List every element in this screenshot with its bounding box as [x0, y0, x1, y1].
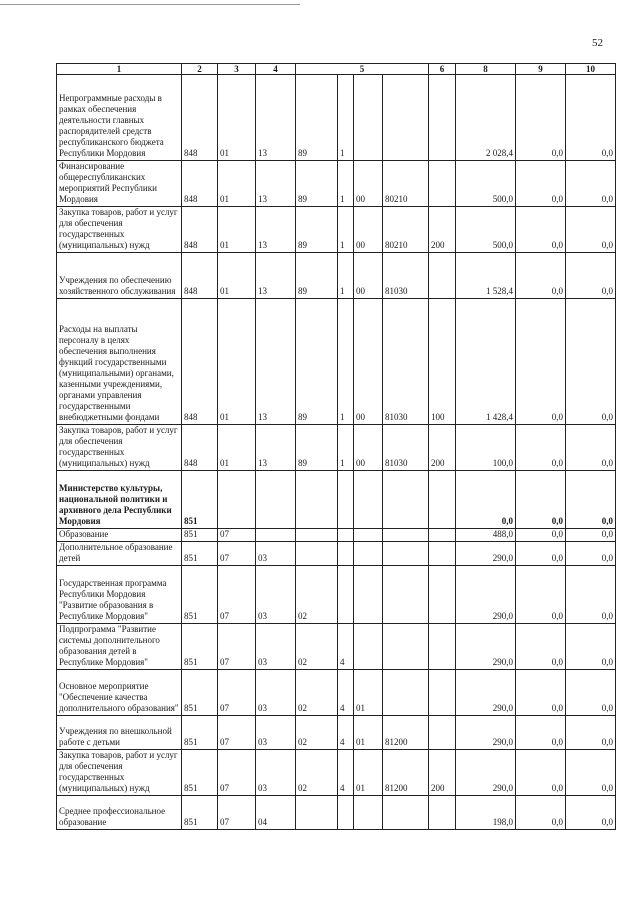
row-amount-col-10: 0,0: [566, 75, 616, 161]
row-amount-col-8: 0,0: [456, 471, 516, 529]
row-amount-col-8: 290,0: [456, 716, 516, 750]
row-amount-col-10: 0,0: [566, 425, 616, 471]
row-amount-col-8: 1 428,4: [456, 299, 516, 425]
row-code-subsection: 13: [256, 253, 296, 299]
row-code-ministry: 848: [182, 75, 218, 161]
row-code-direction: [383, 670, 429, 716]
row-code-section: 01: [218, 299, 256, 425]
row-amount-col-8: 290,0: [456, 750, 516, 796]
table-row: [57, 542, 616, 566]
row-name-cell: Основное мероприятие "Обеспечение качества дополнительного образования": [57, 670, 182, 716]
row-name-cell: Государственная программа Республики Мордовия "Развитие образования в Республике Мордовия": [57, 566, 182, 624]
row-amount-col-9: 0,0: [516, 796, 566, 830]
table-row: [57, 207, 616, 253]
row-code-ministry: 851: [182, 750, 218, 796]
row-code-expense-type: [429, 566, 456, 624]
row-code-direction: 81030: [383, 299, 429, 425]
row-code-section: [218, 471, 256, 529]
table-row: [57, 75, 616, 161]
row-code-event: [354, 566, 383, 624]
table-row: [57, 670, 616, 716]
row-code-subprogram: [338, 566, 354, 624]
header-col-4: 4: [256, 64, 296, 75]
row-code-section: 07: [218, 542, 256, 566]
row-code-program: 89: [296, 425, 338, 471]
row-amount-col-9: 0,0: [516, 716, 566, 750]
row-code-direction: [383, 529, 429, 542]
row-name-cell: Учреждения по внешкольной работе с детьми: [57, 716, 182, 750]
row-code-event: 00: [354, 207, 383, 253]
row-code-section: 07: [218, 566, 256, 624]
row-name-cell: Дополнительное образование детей: [57, 542, 182, 566]
row-code-direction: [383, 542, 429, 566]
page-number: 52: [592, 37, 603, 49]
row-code-subprogram: [338, 796, 354, 830]
row-amount-col-9: 0,0: [516, 471, 566, 529]
row-code-subsection: 13: [256, 75, 296, 161]
header-col-8: 8: [456, 64, 516, 75]
row-code-subprogram: 4: [338, 716, 354, 750]
row-code-event: 01: [354, 716, 383, 750]
budget-table: [56, 63, 616, 830]
table-row: [57, 796, 616, 830]
row-code-expense-type: 100: [429, 299, 456, 425]
header-col-9: 9: [516, 64, 566, 75]
header-col-6: 6: [429, 64, 456, 75]
row-amount-col-8: 290,0: [456, 566, 516, 624]
row-amount-col-8: 500,0: [456, 207, 516, 253]
row-code-ministry: 848: [182, 161, 218, 207]
row-code-subsection: 13: [256, 207, 296, 253]
row-code-program: [296, 529, 338, 542]
row-code-subprogram: 4: [338, 670, 354, 716]
row-code-ministry: 851: [182, 471, 218, 529]
row-code-expense-type: [429, 471, 456, 529]
table-row: [57, 253, 616, 299]
row-amount-col-10: 0,0: [566, 207, 616, 253]
row-code-event: [354, 529, 383, 542]
row-code-subsection: 13: [256, 299, 296, 425]
table-row: [57, 299, 616, 425]
table-body: [57, 75, 616, 830]
row-name-cell: Закупка товаров, работ и услуг для обеспечения государственных (муниципальных) нужд: [57, 425, 182, 471]
table-row: [57, 161, 616, 207]
row-code-event: 01: [354, 750, 383, 796]
row-code-subprogram: 1: [338, 207, 354, 253]
table-row: [57, 716, 616, 750]
row-name-cell: Закупка товаров, работ и услуг для обеспечения государственных (муниципальных) нужд: [57, 750, 182, 796]
row-amount-col-10: 0,0: [566, 471, 616, 529]
row-amount-col-8: 100,0: [456, 425, 516, 471]
row-code-expense-type: [429, 716, 456, 750]
row-code-subsection: 04: [256, 796, 296, 830]
row-code-subsection: 03: [256, 624, 296, 670]
row-code-expense-type: [429, 624, 456, 670]
row-code-subsection: 03: [256, 750, 296, 796]
row-code-section: 01: [218, 425, 256, 471]
row-code-section: 07: [218, 716, 256, 750]
row-code-program: 02: [296, 670, 338, 716]
row-code-section: 07: [218, 624, 256, 670]
row-name-cell: Закупка товаров, работ и услуг для обеспечения государственных (муниципальных) нужд: [57, 207, 182, 253]
row-name-cell: Образование: [57, 529, 182, 542]
row-code-direction: 81200: [383, 716, 429, 750]
row-code-direction: [383, 471, 429, 529]
row-code-subprogram: [338, 529, 354, 542]
row-code-direction: 81030: [383, 253, 429, 299]
row-code-subsection: [256, 471, 296, 529]
row-amount-col-8: 500,0: [456, 161, 516, 207]
row-amount-col-9: 0,0: [516, 670, 566, 716]
row-code-subprogram: 4: [338, 624, 354, 670]
row-amount-col-10: 0,0: [566, 542, 616, 566]
row-code-program: 89: [296, 207, 338, 253]
row-code-subsection: [256, 529, 296, 542]
row-amount-col-9: 0,0: [516, 750, 566, 796]
row-amount-col-9: 0,0: [516, 253, 566, 299]
row-code-program: 89: [296, 75, 338, 161]
row-code-expense-type: [429, 75, 456, 161]
row-code-section: 07: [218, 529, 256, 542]
row-code-subprogram: 1: [338, 299, 354, 425]
row-code-expense-type: [429, 161, 456, 207]
row-code-ministry: 851: [182, 716, 218, 750]
row-code-expense-type: 200: [429, 750, 456, 796]
row-amount-col-10: 0,0: [566, 750, 616, 796]
row-code-program: 89: [296, 161, 338, 207]
table-row: [57, 624, 616, 670]
table-row: [57, 529, 616, 542]
row-name-cell: Финансирование общереспубликанских мероприятий Республики Мордовия: [57, 161, 182, 207]
row-code-section: 01: [218, 253, 256, 299]
row-amount-col-10: 0,0: [566, 161, 616, 207]
header-col-2: 2: [182, 64, 218, 75]
row-code-ministry: 851: [182, 529, 218, 542]
row-amount-col-9: 0,0: [516, 75, 566, 161]
row-code-ministry: 848: [182, 207, 218, 253]
table-row: [57, 471, 616, 529]
row-code-subsection: 03: [256, 542, 296, 566]
row-code-ministry: 851: [182, 670, 218, 716]
row-name-cell: Министерство культуры, национальной политики и архивного дела Республики Мордовия: [57, 471, 182, 529]
row-amount-col-9: 0,0: [516, 207, 566, 253]
row-code-section: 01: [218, 75, 256, 161]
row-code-subsection: 13: [256, 161, 296, 207]
row-amount-col-8: 290,0: [456, 624, 516, 670]
row-code-direction: 80210: [383, 207, 429, 253]
row-code-event: 00: [354, 161, 383, 207]
row-amount-col-10: 0,0: [566, 624, 616, 670]
row-amount-col-8: 290,0: [456, 670, 516, 716]
row-code-subprogram: 1: [338, 75, 354, 161]
row-code-direction: [383, 624, 429, 670]
row-amount-col-10: 0,0: [566, 566, 616, 624]
row-code-event: [354, 624, 383, 670]
row-code-program: 89: [296, 253, 338, 299]
row-code-event: [354, 796, 383, 830]
header-row: [57, 64, 616, 75]
row-code-direction: [383, 75, 429, 161]
row-name-cell: Учреждения по обеспечению хозяйственного обслуживания: [57, 253, 182, 299]
row-amount-col-8: 290,0: [456, 542, 516, 566]
row-amount-col-9: 0,0: [516, 425, 566, 471]
row-code-subprogram: 4: [338, 750, 354, 796]
row-code-subsection: 03: [256, 716, 296, 750]
row-code-program: 02: [296, 750, 338, 796]
row-code-section: 01: [218, 207, 256, 253]
row-code-event: 00: [354, 299, 383, 425]
row-amount-col-9: 0,0: [516, 529, 566, 542]
row-code-expense-type: [429, 253, 456, 299]
row-code-subprogram: [338, 542, 354, 566]
row-code-direction: 81030: [383, 425, 429, 471]
row-name-cell: Расходы на выплаты персоналу в целях обеспечения выполнения функций государственными (муниципальными) органами, казенными учреждениями, органами управления государственными внебюджетными фондами: [57, 299, 182, 425]
row-code-ministry: 851: [182, 796, 218, 830]
row-amount-col-9: 0,0: [516, 542, 566, 566]
row-amount-col-8: 488,0: [456, 529, 516, 542]
row-amount-col-9: 0,0: [516, 566, 566, 624]
row-code-program: [296, 471, 338, 529]
row-code-subprogram: 1: [338, 253, 354, 299]
row-code-expense-type: [429, 796, 456, 830]
row-amount-col-10: 0,0: [566, 670, 616, 716]
row-code-expense-type: 200: [429, 425, 456, 471]
row-code-subsection: 03: [256, 670, 296, 716]
header-col-5: 5: [296, 64, 429, 75]
scan-edge-line: [0, 4, 300, 5]
row-code-direction: 80210: [383, 161, 429, 207]
row-code-event: 00: [354, 425, 383, 471]
row-amount-col-8: 1 528,4: [456, 253, 516, 299]
row-code-section: 01: [218, 161, 256, 207]
row-code-subsection: 13: [256, 425, 296, 471]
row-amount-col-10: 0,0: [566, 796, 616, 830]
row-code-section: 07: [218, 750, 256, 796]
table-row: [57, 750, 616, 796]
row-code-program: 89: [296, 299, 338, 425]
row-code-direction: [383, 566, 429, 624]
row-code-subprogram: [338, 471, 354, 529]
row-amount-col-9: 0,0: [516, 624, 566, 670]
row-code-program: 02: [296, 624, 338, 670]
row-code-expense-type: [429, 670, 456, 716]
row-code-event: 00: [354, 253, 383, 299]
row-code-event: [354, 471, 383, 529]
row-amount-col-8: 198,0: [456, 796, 516, 830]
row-amount-col-10: 0,0: [566, 299, 616, 425]
row-amount-col-8: 2 028,4: [456, 75, 516, 161]
row-code-event: [354, 542, 383, 566]
row-name-cell: Среднее профессиональное образование: [57, 796, 182, 830]
row-code-expense-type: [429, 529, 456, 542]
row-name-cell: Непрограммные расходы в рамках обеспечения деятельности главных распорядителей средств республиканского бюджета Республики Мордовия: [57, 75, 182, 161]
row-code-ministry: 848: [182, 253, 218, 299]
row-code-event: 01: [354, 670, 383, 716]
header-col-3: 3: [218, 64, 256, 75]
row-code-ministry: 848: [182, 425, 218, 471]
row-code-ministry: 848: [182, 299, 218, 425]
row-code-program: 02: [296, 716, 338, 750]
row-code-section: 07: [218, 796, 256, 830]
row-name-cell: Подпрограмма "Развитие системы дополнительного образования детей в Республике Мордовия": [57, 624, 182, 670]
header-col-10: 10: [566, 64, 616, 75]
table-row: [57, 425, 616, 471]
row-code-expense-type: [429, 542, 456, 566]
row-amount-col-9: 0,0: [516, 161, 566, 207]
row-code-direction: 81200: [383, 750, 429, 796]
row-code-ministry: 851: [182, 624, 218, 670]
table-row: [57, 566, 616, 624]
row-code-direction: [383, 796, 429, 830]
row-amount-col-10: 0,0: [566, 716, 616, 750]
header-col-1: 1: [57, 64, 182, 75]
row-code-subsection: 03: [256, 566, 296, 624]
row-code-event: [354, 75, 383, 161]
row-code-section: 07: [218, 670, 256, 716]
row-code-subprogram: 1: [338, 425, 354, 471]
row-code-ministry: 851: [182, 566, 218, 624]
row-code-program: [296, 796, 338, 830]
row-amount-col-10: 0,0: [566, 529, 616, 542]
row-amount-col-9: 0,0: [516, 299, 566, 425]
row-amount-col-10: 0,0: [566, 253, 616, 299]
row-code-program: [296, 542, 338, 566]
row-code-subprogram: 1: [338, 161, 354, 207]
row-code-program: 02: [296, 566, 338, 624]
row-code-expense-type: 200: [429, 207, 456, 253]
row-code-ministry: 851: [182, 542, 218, 566]
